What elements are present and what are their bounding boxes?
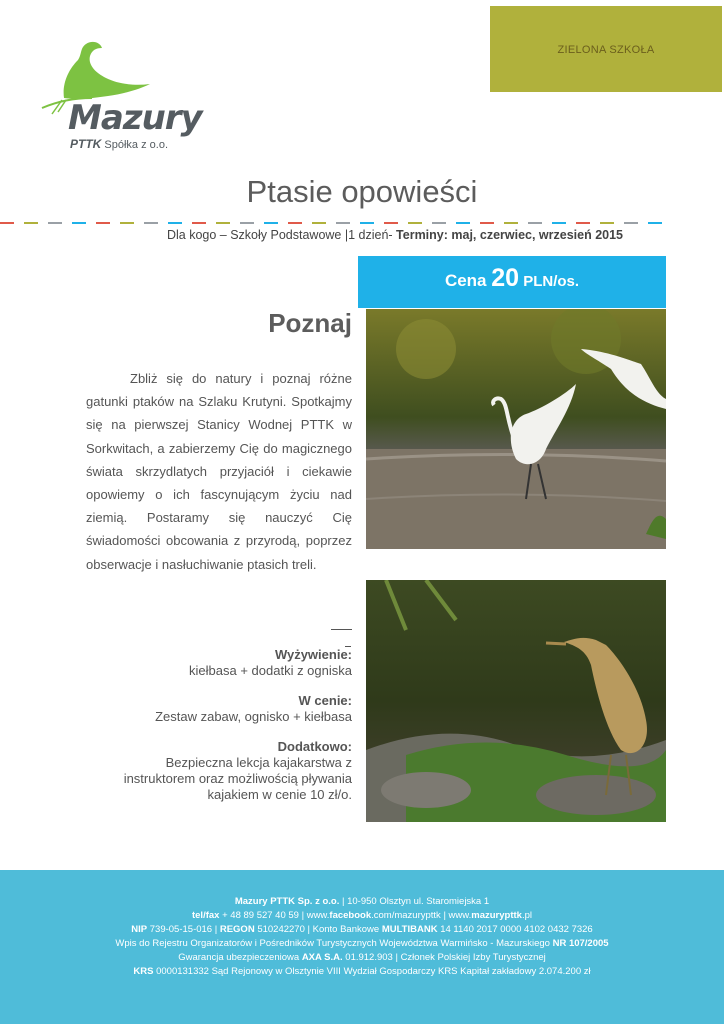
footer-contact-line: tel/fax + 48 89 527 40 59 | www.facebook.com/mazurypttk | www.mazurypttk.pl xyxy=(191,910,532,921)
bittern-photo xyxy=(366,580,666,822)
brand-subtitle: PTTK Spółka z o.o. xyxy=(70,137,168,151)
footer-registry-line: NIP 739-05-15-016 | REGON 510242270 | Konto Bankowe MULTIBANK 14 1140 2017 0000 4102 0432 7326 xyxy=(131,924,593,935)
category-tag xyxy=(490,6,722,92)
audience-and-dates: Dla kogo – Szkoły Podstawowe |1 dzień- Terminy: maj, czerwiec, wrzesień 2015 xyxy=(166,228,624,242)
footer-company-line: Mazury PTTK Sp. z o.o. | 10-950 Olsztyn ul. Staromiejska 1 xyxy=(234,896,490,907)
info-included: W cenie: Zestaw zabaw, ognisko + kiełbasa xyxy=(155,693,352,724)
price-text: Cena 20 PLN/os. xyxy=(444,264,580,292)
info-additional: Dodatkowo: Bezpieczna lekcja kajakarstwa z instruktorem oraz możliwością pływania kajakiem w cenie 10 zł/o. xyxy=(123,739,352,802)
footer xyxy=(0,870,724,1024)
category-tag-label: ZIELONA SZKOŁA xyxy=(557,44,655,56)
price-banner xyxy=(358,256,666,308)
description-paragraph: Zbliż się do natury i poznaj różne gatunki ptaków na Szlaku Krutyni. Spotkajmy się na pierwszej Stanicy Wodnej PTTK w Sorkwitach, a zabierzemy Cię do magicznego świata skrzydlatych przyjaciół i ciekawie opowiemy o ich fascynującym życiu nad ziemią. Postaramy się nauczyć Cię świadomości obcowania z przyrodą, poprzez obserwacje i nasłuchiwanie ptasich treli. xyxy=(86,371,352,572)
info-catering: Wyżywienie: kiełbasa + dodatki z ogniska xyxy=(189,647,352,678)
footer-insurance-line: Gwarancja ubezpieczeniowa AXA S.A. 01.912.903 | Członek Polskiej Izby Turystycznej xyxy=(178,952,546,963)
egrets-photo xyxy=(366,309,666,549)
page-title: Ptasie opowieści xyxy=(246,174,478,209)
footer-register-line: Wpis do Rejestru Organizatorów i Pośredników Turystycznych Województwa Warmińsko - Mazurskiego NR 107/2005 xyxy=(115,938,609,949)
footer-krs-line: KRS 0000131332 Sąd Rejonowy w Olsztynie VIII Wydział Gospodarczy KRS Kapitał zakładowy 2.074.200 zł xyxy=(133,966,591,977)
decorative-dash-divider xyxy=(0,222,724,224)
separator-line xyxy=(331,629,352,630)
brand-name: Mazury xyxy=(68,98,202,138)
section-heading: Poznaj xyxy=(268,308,352,338)
